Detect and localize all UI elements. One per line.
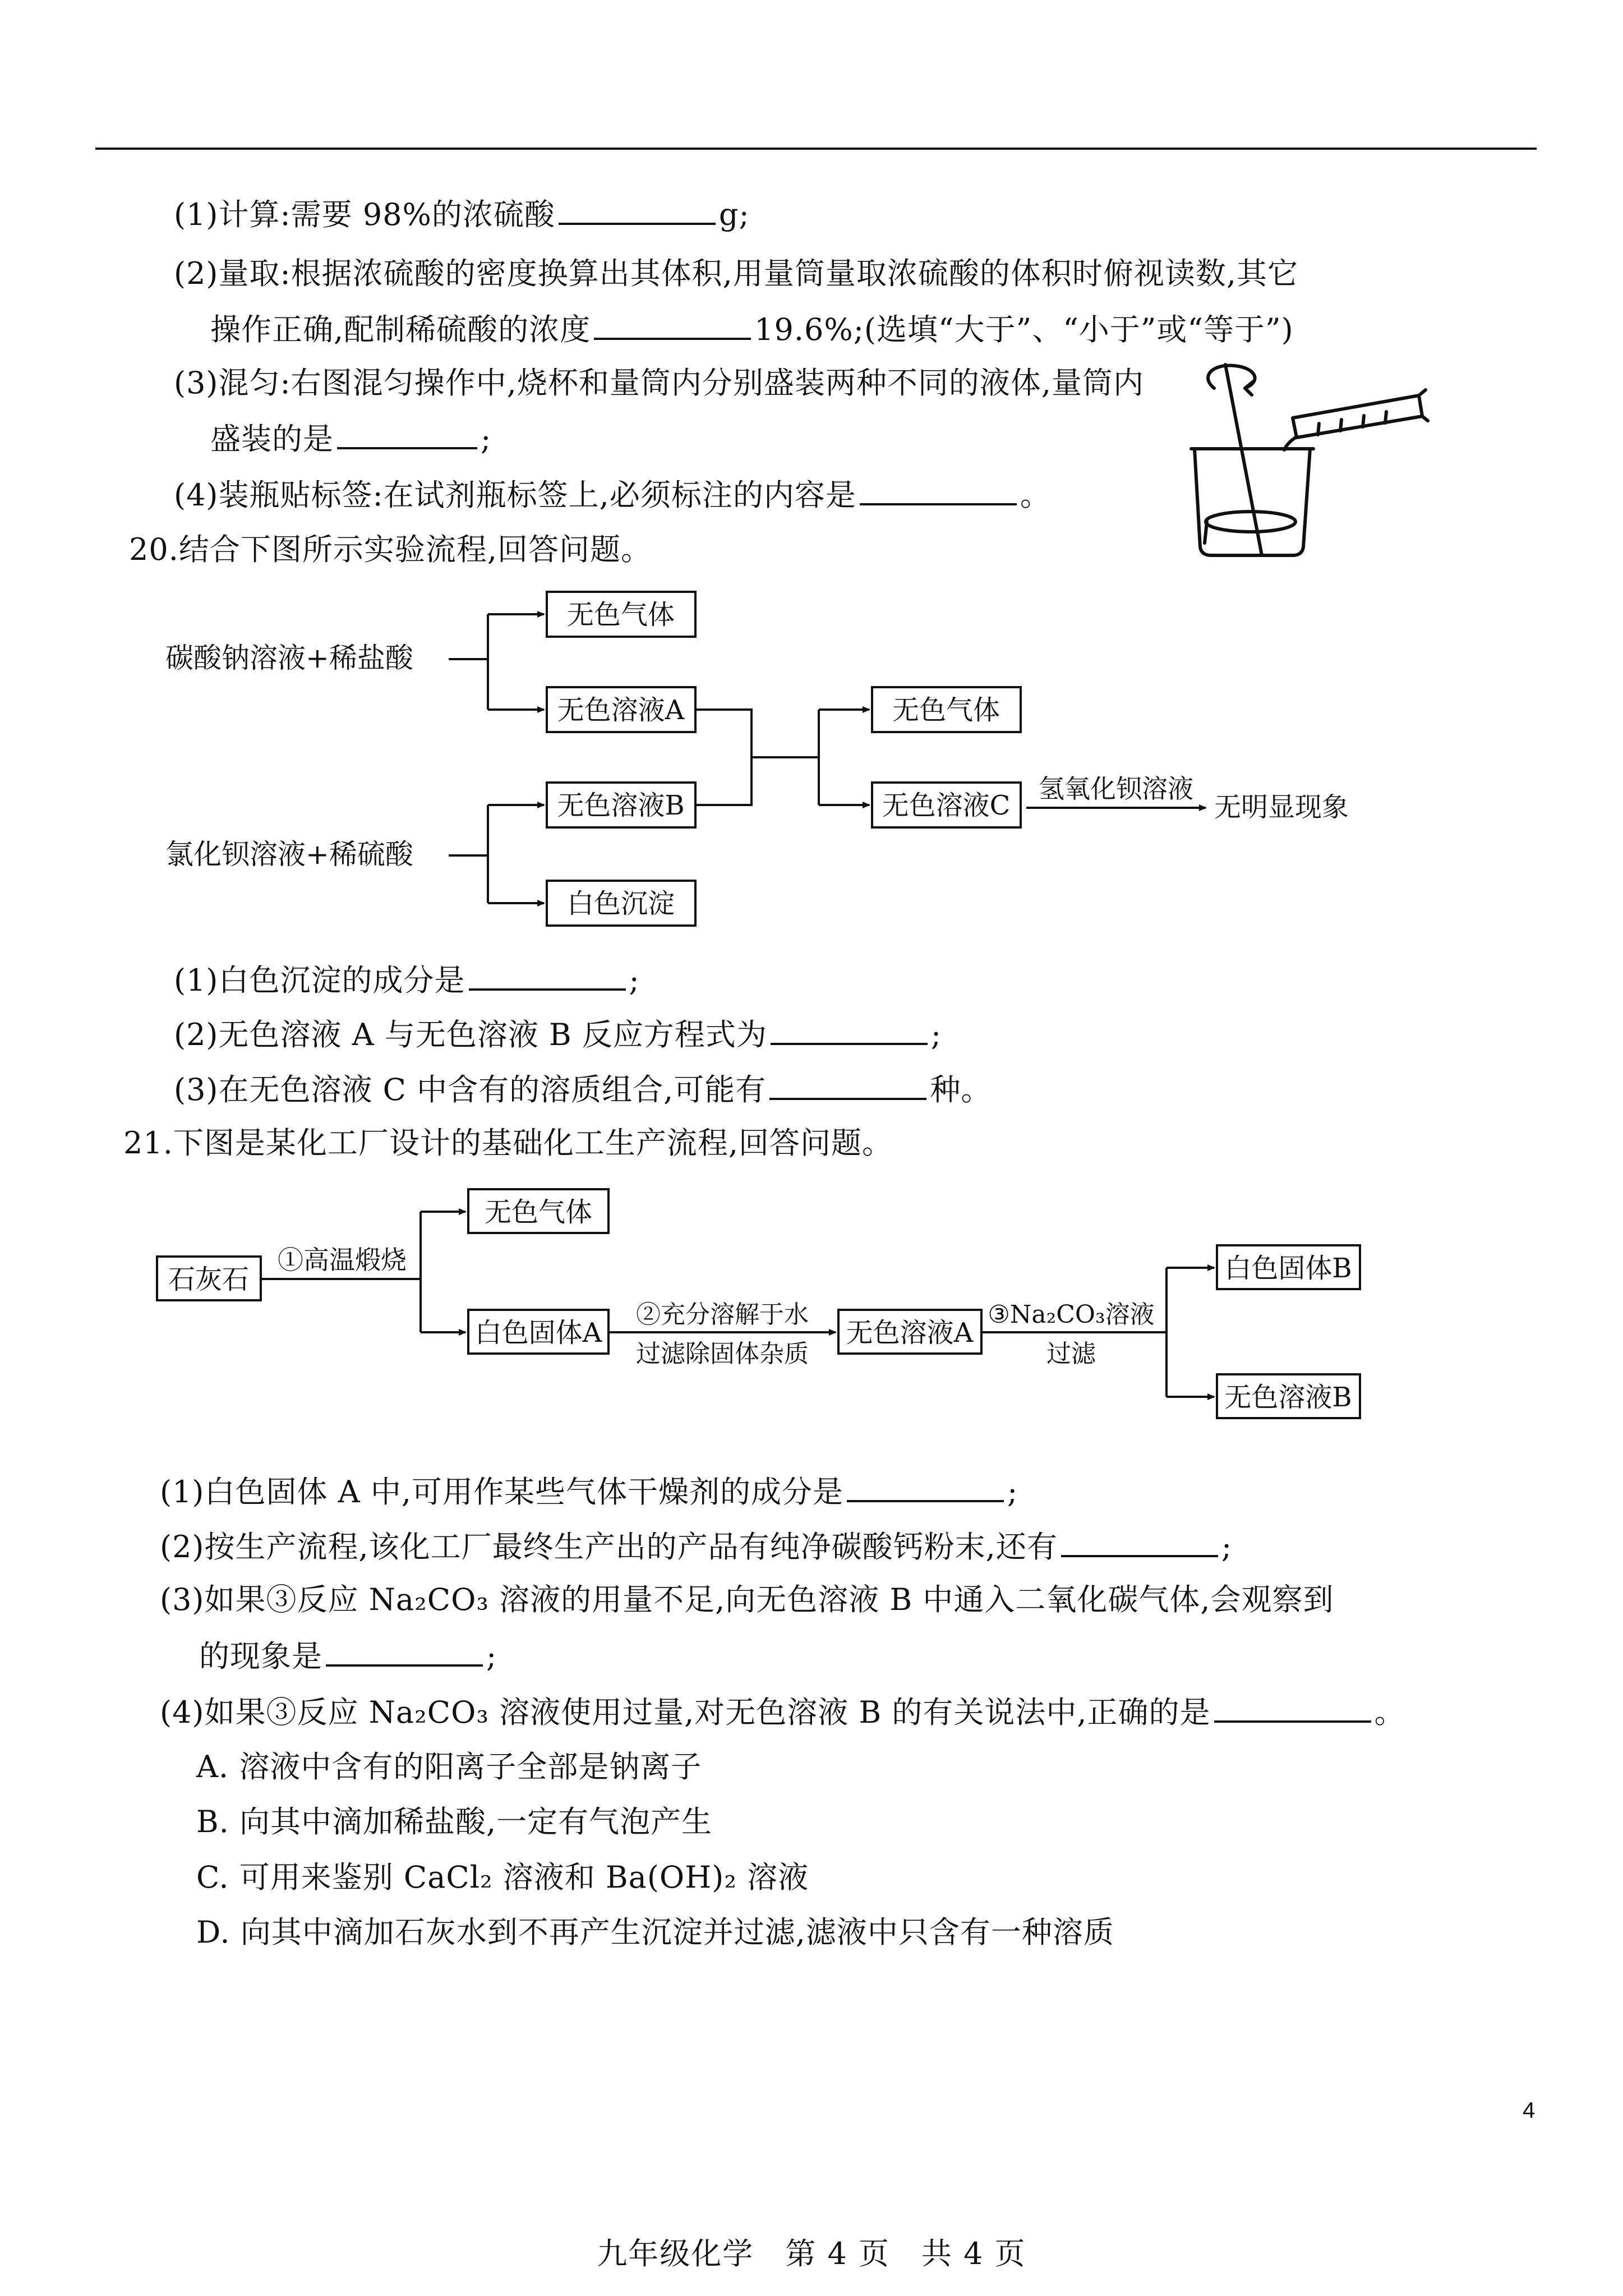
q21-flow-diagram (151, 1184, 1441, 1447)
step3-bottom-label: 过滤 (1046, 1340, 1096, 1368)
result-label: 无明显现象 (1214, 792, 1349, 823)
option-d: D. 向其中滴加石灰水到不再产生沉淀并过滤,滤液中只含有一种溶质 (196, 1915, 1114, 1950)
box-colorless-solution-a: 无色溶液A (557, 694, 685, 726)
answer-blank[interactable] (771, 1014, 928, 1045)
q21-title: 21.下图是某化工厂设计的基础化工生产流程,回答问题。 (123, 1125, 893, 1161)
step3-top-label: ③Na₂CO₃溶液 (988, 1300, 1155, 1329)
q19-part2-line2: 操作正确,配制稀硫酸的浓度 19.6%;(选填“大于”、“小于”或“等于”) (210, 309, 1294, 349)
box-white-solid-a: 白色固体A (474, 1317, 602, 1349)
box-colorless-solution-c: 无色溶液C (882, 790, 1011, 821)
box-colorless-solution-a: 无色溶液A (846, 1317, 974, 1349)
q20-part2: (2)无色溶液 A 与无色溶液 B 反应方程式为 ; (174, 1014, 942, 1055)
q19-part1: (1)计算:需要 98%的浓硫酸 g; (174, 194, 750, 234)
q21-part2: (2)按生产流程,该化工厂最终生产出的产品有纯净碳酸钙粉末,还有 ; (160, 1526, 1232, 1567)
box-colorless-gas-2: 无色气体 (892, 694, 1000, 726)
reactants-top: 碳酸钠溶液+稀盐酸 (165, 642, 413, 674)
answer-blank[interactable] (860, 474, 1017, 505)
q19-part4: (4)装瓶贴标签:在试剂瓶标签上,必须标注的内容是 。 (174, 474, 1051, 515)
box-limestone: 石灰石 (168, 1264, 250, 1295)
answer-blank[interactable] (337, 418, 477, 449)
q20-part3: (3)在无色溶液 C 中含有的溶质组合,可能有 种。 (174, 1069, 992, 1110)
step1-label: ①高温煅烧 (278, 1245, 407, 1275)
box-colorless-solution-b: 无色溶液B (1224, 1382, 1352, 1413)
top-rule (95, 148, 1537, 150)
step2-top-label: ②充分溶解于水 (636, 1300, 809, 1329)
reactants-bottom: 氯化钡溶液+稀硫酸 (165, 838, 413, 871)
q20-title: 20.结合下图所示实验流程,回答问题。 (129, 532, 652, 567)
answer-blank[interactable] (769, 1069, 926, 1100)
box-colorless-solution-b: 无色溶液B (557, 790, 685, 821)
q19-part2-line1: (2)量取:根据浓硫酸的密度换算出其体积,用量筒量取浓硫酸的体积时俯视读数,其它 (174, 256, 1299, 291)
box-white-solid-b: 白色固体B (1224, 1253, 1352, 1284)
option-a: A. 溶液中含有的阳离子全部是钠离子 (196, 1749, 702, 1784)
q21-part3-line2: 的现象是 ; (199, 1635, 497, 1676)
page-footer: 九年级化学 第 4 页 共 4 页 (597, 2236, 1026, 2271)
option-c: C. 可用来鉴别 CaCl₂ 溶液和 Ba(OH)₂ 溶液 (196, 1860, 809, 1895)
step2-bottom-label: 过滤除固体杂质 (636, 1340, 809, 1368)
mixing-apparatus-illustration (1172, 353, 1430, 567)
answer-blank[interactable] (326, 1635, 483, 1667)
q21-part3-line1: (3)如果③反应 Na₂CO₃ 溶液的用量不足,向无色溶液 B 中通入二氧化碳气体,会观察到 (160, 1582, 1334, 1617)
q19-part3-line2: 盛装的是 ; (210, 418, 491, 459)
answer-blank[interactable] (469, 959, 626, 991)
answer-blank[interactable] (559, 194, 716, 225)
q21-part1: (1)白色固体 A 中,可用作某些气体干燥剂的成分是 ; (160, 1471, 1018, 1512)
page-number: 4 (1523, 2098, 1536, 2123)
q20-flow-diagram (157, 578, 1419, 942)
box-colorless-gas-1: 无色气体 (566, 599, 675, 631)
q19-part3-line1: (3)混匀:右图混匀操作中,烧杯和量筒内分别盛装两种不同的液体,量筒内 (174, 365, 1145, 401)
box-white-precipitate: 白色沉淀 (566, 888, 675, 919)
answer-blank[interactable] (847, 1471, 1004, 1502)
q20-part1: (1)白色沉淀的成分是 ; (174, 959, 640, 1000)
option-b: B. 向其中滴加稀盐酸,一定有气泡产生 (196, 1804, 713, 1839)
q21-part4: (4)如果③反应 Na₂CO₃ 溶液使用过量,对无色溶液 B 的有关说法中,正确的是 。 (160, 1691, 1405, 1732)
answer-blank[interactable] (594, 309, 751, 340)
answer-blank[interactable] (1214, 1691, 1371, 1723)
answer-blank[interactable] (1061, 1526, 1218, 1557)
reagent-label: 氢氧化钡溶液 (1039, 774, 1193, 804)
box-colorless-gas: 无色气体 (484, 1197, 593, 1228)
